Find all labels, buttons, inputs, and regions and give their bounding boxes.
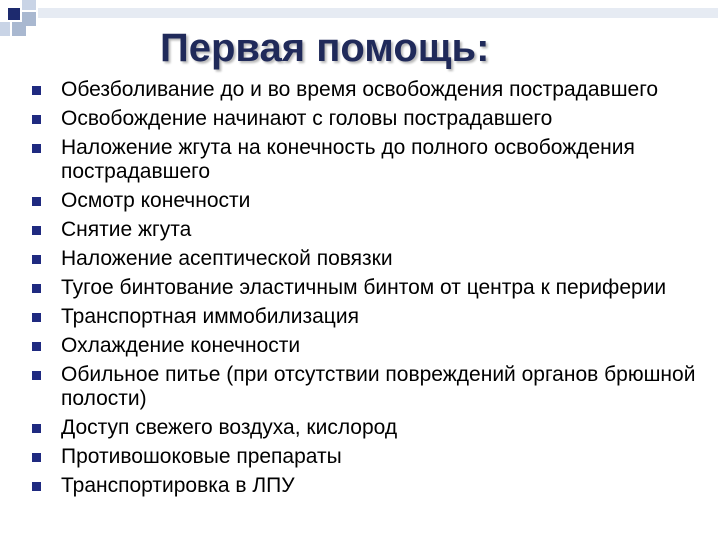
square-bullet-icon: [32, 284, 41, 293]
decor-square: [0, 22, 10, 36]
decor-square: [8, 8, 20, 20]
list-item: [30, 189, 710, 214]
bullet-list: [30, 78, 710, 503]
list-item-text: Противошоковые препараты: [61, 444, 342, 468]
square-bullet-icon: [32, 255, 41, 264]
square-bullet-icon: [32, 226, 41, 235]
list-item-text: Транспортная иммобилизация: [61, 304, 359, 328]
list-item-text: Тугое бинтование эластичным бинтом от центра к периферии: [61, 275, 667, 299]
list-item: [30, 247, 710, 272]
list-item: [30, 305, 710, 330]
square-bullet-icon: [32, 482, 41, 491]
list-item-text: Снятие жгута: [61, 218, 192, 242]
square-bullet-icon: [32, 197, 41, 206]
square-bullet-icon: [32, 313, 41, 322]
square-bullet-icon: [32, 453, 41, 462]
decor-square: [22, 0, 36, 10]
list-item: [30, 445, 710, 470]
square-bullet-icon: [32, 86, 41, 95]
list-item-text: Наложение асептической повязки: [61, 246, 393, 270]
list-item: [30, 416, 710, 441]
list-item-text: Освобождение начинают с головы пострадавшего: [61, 106, 553, 130]
list-item-text: Транспортировка в ЛПУ: [61, 473, 295, 497]
decor-stripe: [38, 8, 718, 18]
list-item: [30, 276, 710, 301]
decor-square: [12, 22, 26, 36]
list-item-text: Доступ свежего воздуха, кислород: [61, 415, 398, 439]
list-item: [30, 136, 710, 185]
list-item: [30, 218, 710, 243]
list-item: [30, 107, 710, 132]
slide-title: Первая помощь:: [160, 26, 490, 70]
list-item-text: Обезболивание до и во время освобождения пострадавшего: [61, 78, 659, 101]
list-item-text: Осмотр конечности: [61, 189, 251, 213]
square-bullet-icon: [32, 424, 41, 433]
list-item: [30, 78, 710, 103]
square-bullet-icon: [32, 115, 41, 124]
square-bullet-icon: [32, 342, 41, 351]
list-item-text: Охлаждение конечности: [61, 333, 301, 357]
list-item: [30, 363, 710, 412]
list-item-text: Обильное питье (при отсутствии повреждений органов брюшной полости): [61, 362, 696, 411]
list-item-text: Наложение жгута на конечность до полного освобождения пострадавшего: [61, 135, 635, 184]
square-bullet-icon: [32, 144, 41, 153]
list-item: [30, 474, 710, 499]
square-bullet-icon: [32, 371, 41, 380]
list-item: [30, 334, 710, 359]
